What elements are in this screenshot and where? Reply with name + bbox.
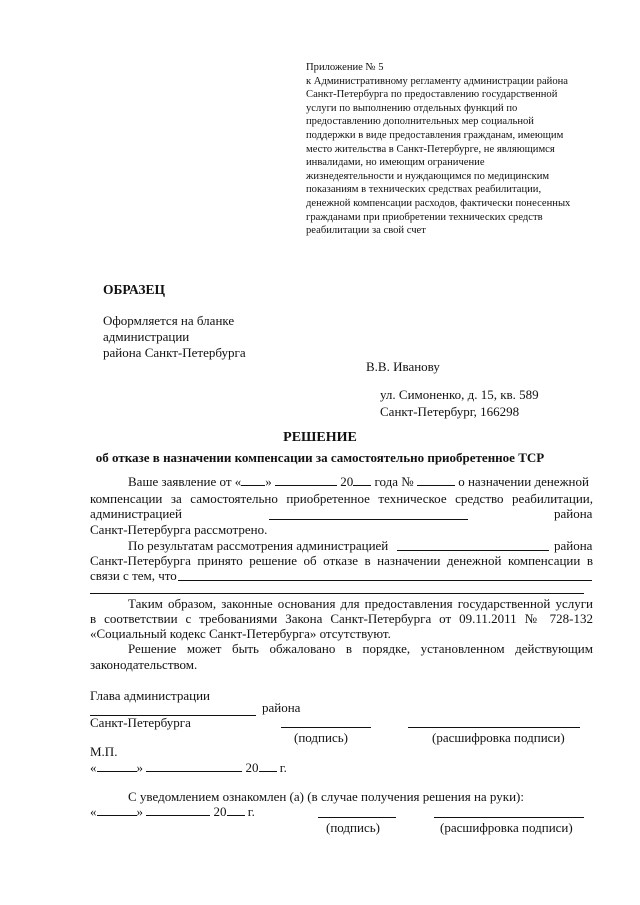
acknowledgement-text: С уведомлением ознакомлен (а) (в случае получения решения на руки):	[128, 789, 524, 804]
date-day-blank	[97, 760, 137, 772]
appendix-header	[306, 61, 606, 238]
p1-line1	[128, 474, 589, 490]
appendix-line: к Административному регламенту администрации района	[306, 75, 569, 87]
date-year-blank	[259, 760, 277, 772]
sample-label: ОБРАЗЕЦ	[103, 282, 165, 297]
appendix-line: поддержки в виде предоставления гражданам, имеющим	[306, 129, 564, 141]
appendix-line: услуги по выполнению отдельных функций по	[306, 102, 518, 114]
text-fragment: 20	[245, 760, 259, 775]
p1-line3-district: района	[554, 506, 593, 521]
address-street: ул. Симоненко, д. 15, кв. 589	[380, 387, 539, 402]
text-fragment: »	[136, 760, 143, 775]
head-of-administration: Глава администрации	[90, 688, 211, 703]
year-blank	[353, 474, 371, 486]
ack-month-blank	[146, 804, 210, 816]
text-fragment: о назначении денежной	[458, 474, 589, 489]
decision-subtitle: об отказе в назначении компенсации за самостоятельно приобретенное ТСР	[95, 450, 545, 465]
p1-line2: компенсации за самостоятельно приобретенное техническое средство реабилитации,	[90, 491, 593, 506]
p4-line1: Решение может быть обжаловано в порядке, установленном действующим	[128, 641, 593, 656]
p2-line2: Санкт-Петербурга принято решение об отказе в назначении денежной компенсации в	[90, 553, 593, 568]
blank-note-line: Оформляется на бланке	[103, 313, 235, 328]
number-blank	[417, 474, 455, 486]
appendix-line: реабилитации за свой счет	[306, 225, 426, 237]
text-fragment: »	[265, 474, 272, 489]
text-fragment: »	[136, 804, 143, 819]
ack-year-blank	[227, 804, 245, 816]
appendix-line: предоставлению дополнительных мер социальной	[306, 116, 534, 128]
day-blank	[241, 474, 265, 486]
administration-blank-2	[397, 550, 549, 551]
decision-title: РЕШЕНИЕ	[283, 430, 357, 445]
p1-line4: Санкт-Петербурга рассмотрено.	[90, 522, 268, 537]
city-name: Санкт-Петербурга	[90, 715, 191, 730]
district-word: района	[262, 700, 301, 715]
appendix-line: гражданами при приобретении технических средств	[306, 211, 543, 223]
appendix-line: Приложение № 5	[306, 62, 384, 73]
appendix-line: инвалидами, но имеющим ограничение	[306, 157, 485, 169]
signature-hint: (подпись)	[294, 730, 348, 745]
appendix-line: Санкт-Петербурга по предоставлению государственной	[306, 89, 558, 101]
text-fragment: 20	[340, 474, 354, 489]
signature-line	[281, 727, 371, 728]
acknowledgement-date	[90, 804, 255, 820]
signature-decode-hint: (расшифровка подписи)	[432, 730, 565, 745]
ack-signature-line	[318, 817, 396, 818]
blank-note	[103, 313, 246, 361]
p4-line2: законодательством.	[90, 657, 198, 672]
appendix-line: место жительства в Санкт-Петербурге, не являющимся	[306, 143, 555, 155]
text-fragment: 20	[213, 804, 227, 819]
text-fragment: «	[90, 804, 97, 819]
ack-decode-line	[434, 817, 584, 818]
stamp-place: М.П.	[90, 744, 118, 759]
appendix-line: показаниям в технических средствах реабилитации,	[306, 184, 542, 196]
p2-line1-district: района	[554, 538, 593, 553]
ack-signature-hint: (подпись)	[326, 820, 380, 835]
addressee-name: В.В. Иванову	[366, 359, 440, 374]
p2-line3: связи с тем, что	[90, 568, 177, 583]
date-month-blank	[146, 760, 242, 772]
p3-line2: в соответствии с требованиями Закона Санкт-Петербурга от 09.11.2011 № 728-132	[90, 611, 593, 626]
month-blank	[275, 474, 337, 486]
text-fragment: Ваше заявление от «	[128, 474, 242, 489]
p2-line1-label: По результатам рассмотрения администрацией	[128, 538, 389, 553]
addressee-address	[380, 386, 539, 420]
text-fragment: «	[90, 760, 97, 775]
p3-line3: «Социальный кодекс Санкт-Петербурга» отсутствуют.	[90, 626, 391, 641]
appendix-line: денежной компенсации расходов, фактически понесенных	[306, 197, 571, 209]
ack-day-blank	[97, 804, 137, 816]
p3-line1: Таким образом, законные основания для предоставления государственной услуги	[128, 596, 593, 611]
text-fragment: г.	[279, 760, 287, 775]
ack-decode-hint: (расшифровка подписи)	[440, 820, 573, 835]
appendix-line: жизнедеятельности и нуждающимся по медицинским	[306, 170, 550, 182]
address-city: Санкт-Петербург, 166298	[380, 404, 520, 419]
blank-note-line: администрации	[103, 329, 190, 344]
text-fragment: г.	[247, 804, 255, 819]
signature-date	[90, 760, 287, 776]
reason-blank-2	[90, 593, 584, 594]
administration-blank	[269, 519, 468, 520]
text-fragment: года №	[374, 474, 414, 489]
reason-blank-1	[178, 580, 592, 581]
p1-line3-label: администрацией	[90, 506, 183, 521]
blank-note-line: района Санкт-Петербурга	[103, 345, 246, 360]
signature-decode-line	[408, 727, 580, 728]
